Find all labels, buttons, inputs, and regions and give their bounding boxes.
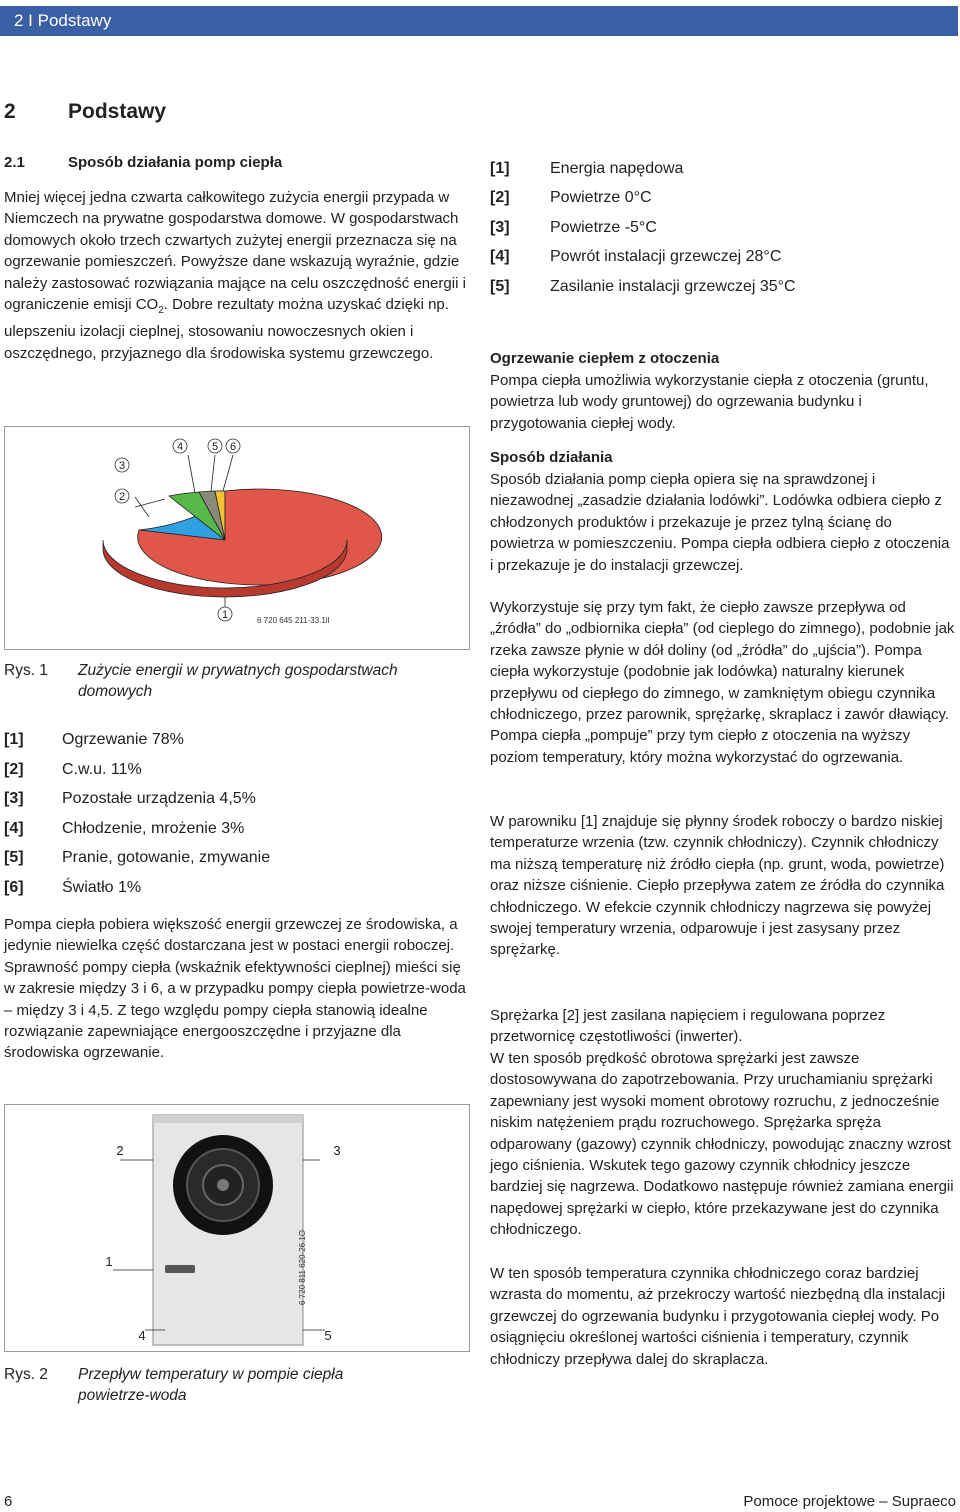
callout-1: 1 (221, 609, 229, 621)
legend-item: [4] Chłodzenie, mrożenie 3% (4, 819, 245, 837)
legend-item: [2] Powietrze 0°C (490, 189, 652, 207)
fig2-callout-1: 1 (105, 1254, 113, 1269)
fig2-callout-4: 4 (138, 1328, 146, 1343)
legend-item: [4] Powrót instalacji grzewczej 28°C (490, 248, 782, 266)
header-label: 2 I Podstawy (14, 11, 112, 30)
fig2-legend (490, 160, 796, 307)
operation-title: Sposób działania (490, 449, 613, 466)
publication-title: Pomoce projektowe – Supraeco (743, 1493, 956, 1510)
figure-2-frame (4, 1104, 470, 1352)
heat-env-title: Ogrzewanie ciepłem z otoczenia (490, 350, 720, 367)
legend-item: [3] Powietrze -5°C (490, 218, 657, 236)
heat-pump-illustration (5, 1105, 469, 1351)
energy-pie-illustration (5, 427, 469, 649)
subsection-number: 2.1 (4, 154, 25, 171)
legend-item: [6] Światło 1% (4, 878, 142, 896)
header-bar (0, 6, 958, 36)
intro-text-end: . Dobre rezultaty można uzyskać dzięki np. ulepszeniu izolacji cieplnej, stosowaniu nowoczesnych okien i oszczędnego, przyjaznego dla środowiska systemu grzewczego. (4, 296, 449, 362)
pie-chart (103, 489, 382, 597)
operation-p5: W ten sposób prędkość obrotowa sprężarki jest zawsze dostosowywana do zapotrzebowania. Przy uruchamianiu sprężarki zapewniany jest wysoki moment obrotowy rozruchu, z jednocześnie niskim natężeniem prądu rozruchowego. Sprężarka spręża odparowany (gazowy) czynnik chłodniczy, powodując znaczny wzrost jego ciśnienia. Wskutek tego gazowy czynnik chłodnicy jeszcze bardziej się nagrzewa. Dodatkowo następuje również zamiana energii napędowej sprężarki w ciepło, które przekazywane jest do czynnika chłodniczego. (490, 1050, 954, 1239)
operation-p6: W ten sposób temperatura czynnika chłodniczego coraz bardziej wzrasta do momentu, aż przekroczy wartość niezbędną dla instalacji grzewczej do ogrzewania budynku i przygotowania ciepłej wody. Po osiągnięciu określonej wartości ciśnienia i temperatury, czynnik chłodniczy przepływa dalej do skraplacza. (490, 1265, 946, 1368)
callout-4: 4 (176, 441, 184, 453)
fig2-callout-5: 5 (324, 1328, 332, 1343)
fan-hub (217, 1179, 229, 1191)
section-title: Podstawy (68, 100, 167, 123)
pie-slice-1 (138, 489, 382, 585)
operation-p1: Sposób działania pomp ciepła opiera się na sprawdzonej i niezawodnej „zasadzie działania lodówki”. Lodówka odbiera ciepło z chłodzonych produktów i przekazuje je przez tylną ścianę do powietrza w pomieszczeniu. Pompa ciepła odbiera ciepło z otoczenia i przekazuje je do instalacji grzewczej. (490, 471, 950, 574)
operation-p2: Wykorzystuje się przy tym fakt, że ciepło zawsze przepływa od „źródła” do „odbiornika ciepła” (od cieplego do zimnego), podobnie jak rzeka zawsze płynie w dół doliny (od „źródła” do „ujścia”). Pompa ciepła wykorzystuje (podobnie jak lodówka) naturalny kierunek przepływu od ciepłego do zimnego, w zamkniętym obiegu czynnika chłodniczego, przez parownik, sprężarkę, skraplacz i zawór dławiący. Pompa ciepła „pompuje” przy tym ciepło z otoczenia na wyższy poziom temperatury, który można wykorzystać do ogrzewania. (490, 599, 955, 766)
fig2-caption-text: Przepływ temperatury w pompie ciepła powietrze-woda (78, 1366, 344, 1404)
callout-2: 2 (118, 491, 126, 503)
legend-item: [5] Pranie, gotowanie, zmywanie (4, 849, 271, 866)
legend-item: [2] C.w.u. 11% (4, 760, 142, 778)
subsection-title: Sposób działania pomp ciepła (68, 154, 283, 171)
callout-3: 3 (118, 460, 126, 472)
figure-1-code: 6 720 645 211-33.1il (257, 616, 330, 625)
legend-item: [1] Ogrzewanie 78% (4, 731, 184, 748)
callout-5: 5 (211, 441, 219, 453)
legend-item: [5] Zasilanie instalacji grzewczej 35°C (490, 277, 796, 295)
section-number: 2 (4, 100, 16, 123)
figure-1-frame (4, 426, 470, 650)
heat-env-text: Pompa ciepła umożliwia wykorzystanie ciepła z otoczenia (gruntu, powietrza lub wody gruntowej) do ogrzewania budynku i przygotowania ciepłej wody. (490, 372, 929, 432)
fig2-caption-label: Rys. 2 (4, 1366, 48, 1383)
fig2-callout-3: 3 (333, 1143, 341, 1158)
intro-paragraph (4, 187, 466, 364)
bosch-logo (165, 1265, 195, 1273)
efficiency-paragraph: Pompa ciepła pobiera większość energii grzewczej ze środowiska, a jedynie niewielka część dostarczana jest w postaci energii roboczej. Sprawność pompy ciepła (wskaźnik efektywności cieplnej) mieści się w zakresie między 3 i 6, a w przypadku pompy ciepła powietrze-woda – między 3 i 4,5. Z tego względu pompy ciepła stanowią idealne rozwiązanie zapewniające energooszczędne i przyjazne dla środowiska ogrzewanie. (4, 916, 466, 1062)
figure-2-code: 6 720 811 620-26.1O (298, 1229, 307, 1305)
co2-subscript: 2 (158, 305, 164, 317)
legend-item: [3] Pozostałe urządzenia 4,5% (4, 790, 256, 807)
fig1-caption-label: Rys. 1 (4, 662, 48, 679)
legend-item: [1] Energia napędowa (490, 160, 684, 177)
intro-text: Mniej więcej jedna czwarta całkowitego zużycia energii przypada w Niemczech na prywatne gospodarstwa domowe. W gospodarstwach domowych około trzech czwartych zużytej energii przeznacza się na ogrzewanie pomieszczeń. Powyższe dane wskazują wyraźnie, gdzie należy zastosować rozwiązania mające na celu oszczędność energii i ograniczenie emisji CO (4, 189, 466, 314)
callout-6: 6 (229, 441, 237, 453)
page-number: 6 (4, 1493, 13, 1510)
operation-p4: Sprężarka [2] jest zasilana napięciem i regulowana poprzez przetwornicę częstotliwości (inwerter). (490, 1007, 886, 1046)
operation-p3: W parowniku [1] znajduje się płynny środek roboczy o bardzo niskiej temperaturze wrzenia (tzw. czynnik chłodniczy). Czynnik chłodniczy ma niższą temperaturę niż źródło ciepła (np. grunt, woda, powietrze) oraz niższe ciśnienie. Ciepło przepływa zatem ze źródła do czynnika chłodniczego. W efekcie czynnik chłodniczy nagrzewa się powyżej swojej temperatury wrzenia, odparowuje i jest zasysany przez sprężarkę. (490, 813, 945, 959)
fig2-callout-2: 2 (116, 1143, 124, 1158)
fig1-legend (4, 731, 270, 908)
fig1-caption-text: Zużycie energii w prywatnych gospodarstwach domowych (78, 662, 398, 700)
